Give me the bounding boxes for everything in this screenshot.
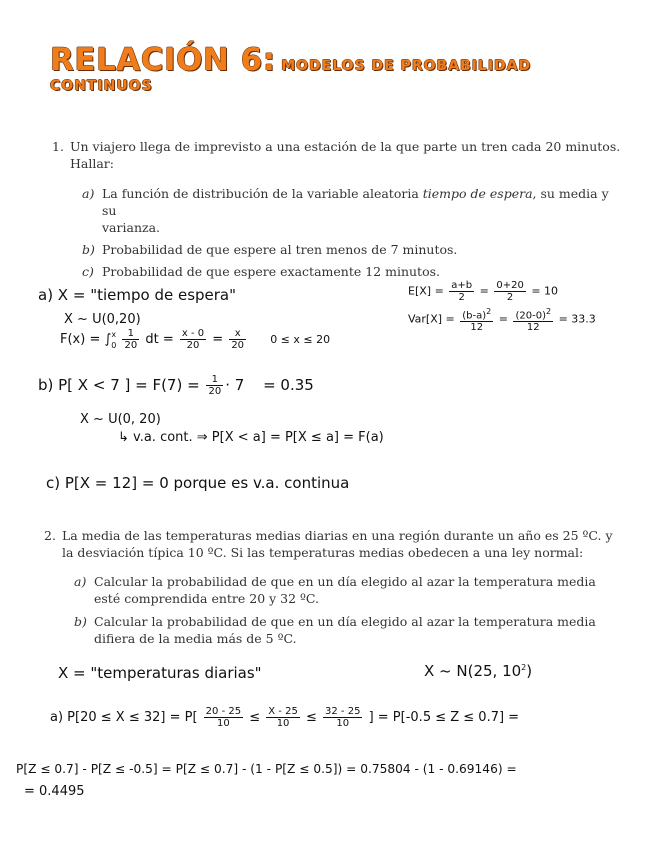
hw-1a-distribution: X ~ U(0,20) <box>64 312 141 327</box>
title-subtitle-2: CONTINUOS <box>50 77 153 94</box>
hw-1b-continuity: ↳ v.a. cont. ⇒ P[X < a] = P[X ≤ a] = F(a) <box>118 430 384 445</box>
item-text: , su media y su <box>102 186 609 218</box>
hw-1a-mean: E[X] = $\frac{a+b}{2}$ = $\frac{0+20}{2}$ = 10 <box>408 280 559 303</box>
problem-statement: Hallar: <box>70 156 114 171</box>
item-text-emphasis: tiempo de espera <box>422 186 533 201</box>
problem-1 <box>52 138 622 280</box>
item-text: Probabilidad de que espere al tren menos de 7 minutos. <box>102 242 458 257</box>
hw-1b-distribution: X ~ U(0, 20) <box>80 412 161 427</box>
item-text: Probabilidad de que espere exactamente 12 minutos. <box>102 264 440 279</box>
problem-item <box>82 241 622 258</box>
item-label: a) <box>82 186 95 201</box>
title-main: RELACIÓN 6: <box>50 42 276 78</box>
item-text: La función de distribución de la variable aleatoria <box>102 186 423 201</box>
hw-2a-standardize: a) P[20 ≤ X ≤ 32] = P[ $\frac{20 - 25}{10}$ ≤ $\frac{X - 25}{10}$ ≤ $\frac{32 - 25}{10}$ ] = P[-0.5 ≤ Z ≤ 0.7] = <box>50 706 520 729</box>
hw-2a-computation: P[Z ≤ 0.7] - P[Z ≤ -0.5] = P[Z ≤ 0.7] - (1 - P[Z ≤ 0.5]) = 0.75804 - (1 - 0.69146) = <box>16 762 517 776</box>
item-text: esté comprendida entre 20 y 32 ºC. <box>94 591 320 606</box>
page-title <box>50 44 630 93</box>
problem-item <box>82 263 622 280</box>
item-text: varianza. <box>102 220 161 235</box>
problem-item <box>82 185 622 236</box>
item-label: a) <box>74 574 87 589</box>
problem-number: 2. <box>44 528 56 543</box>
item-text: Calcular la probabilidad de que en un día elegido al azar la temperatura media <box>94 614 596 629</box>
hw-1a-variable: a) X = "tiempo de espera" <box>38 286 237 304</box>
hw-1a-cdf: F(x) = ∫ x 0 $\frac{1}{20}$ dt = $\frac{x - 0}{20}$ = $\frac{x}{20}$ 0 ≤ x ≤ 20 <box>60 328 331 351</box>
item-label: b) <box>74 614 87 629</box>
item-label: c) <box>82 264 94 279</box>
item-text: difiera de la media más de 5 ºC. <box>94 631 297 646</box>
hw-1b-probability: b) P[ X < 7 ] = F(7) = $\frac{1}{20}$ · 7 = 0.35 <box>38 374 314 397</box>
problem-statement: la desviación típica 10 ºC. Si las temperaturas medias obedecen a una ley normal: <box>62 545 584 560</box>
hw-2-distribution: X ~ N(25, $10^2$) <box>424 662 533 680</box>
title-subtitle-1: MODELOS DE PROBABILIDAD <box>281 58 532 74</box>
problem-2 <box>44 527 614 647</box>
problem-item <box>74 613 614 647</box>
hw-1c-answer: c) P[X = 12] = 0 porque es v.a. continua <box>46 474 350 492</box>
hw-1a-variance: Var[X] = $\frac{(b-a)^2}{12}$ = $\frac{(20-0)^2}{12}$ = 33.3 <box>408 307 596 334</box>
item-text: Calcular la probabilidad de que en un día elegido al azar la temperatura media <box>94 574 596 589</box>
item-label: b) <box>82 242 95 257</box>
problem-item <box>74 573 614 607</box>
problem-statement: Un viajero llega de imprevisto a una estación de la que parte un tren cada 20 minutos. <box>70 139 621 154</box>
problem-number: 1. <box>52 139 64 154</box>
problem-statement: La media de las temperaturas medias diarias en una región durante un año es 25 ºC. y <box>62 528 613 543</box>
hw-2a-result: = 0.4495 <box>24 784 85 799</box>
hw-2-variable: X = "temperaturas diarias" <box>58 664 262 682</box>
